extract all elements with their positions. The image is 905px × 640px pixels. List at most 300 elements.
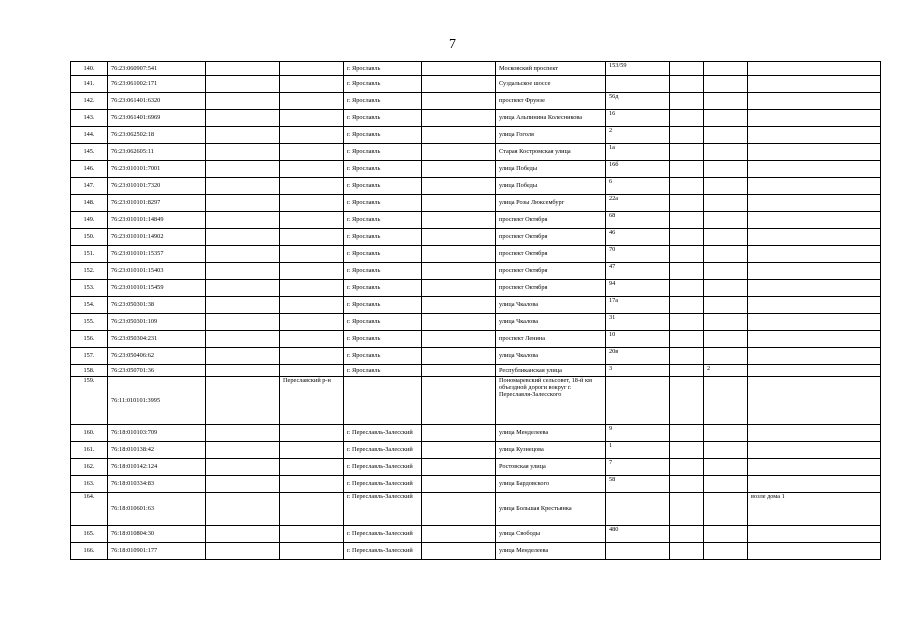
settlement-cell: г. Ярославль bbox=[344, 246, 422, 263]
street-cell: улица Менделеева bbox=[496, 425, 606, 442]
empty-cell bbox=[422, 476, 496, 493]
location-note-cell bbox=[748, 127, 881, 144]
house-number-cell: 480 bbox=[606, 526, 670, 543]
building-cell bbox=[704, 442, 748, 459]
settlement-cell: г. Переславль-Залесский bbox=[344, 442, 422, 459]
empty-cell bbox=[422, 212, 496, 229]
street-cell: улица Большая Крестьянка bbox=[496, 493, 606, 526]
house-number-cell: 16 bbox=[606, 110, 670, 127]
house-number-cell bbox=[606, 543, 670, 560]
location-note-cell bbox=[748, 178, 881, 195]
empty-cell bbox=[670, 365, 704, 377]
empty-cell bbox=[670, 195, 704, 212]
table-row bbox=[71, 178, 881, 195]
settlement-cell: г. Переславль-Залесский bbox=[344, 425, 422, 442]
row-number-cell: 162. bbox=[71, 459, 108, 476]
district-cell bbox=[280, 195, 344, 212]
empty-cell bbox=[422, 110, 496, 127]
house-number-cell: 94 bbox=[606, 280, 670, 297]
district-cell bbox=[280, 365, 344, 377]
house-number-cell bbox=[606, 76, 670, 93]
district-cell bbox=[280, 144, 344, 161]
street-cell: улица Кузнецова bbox=[496, 442, 606, 459]
empty-cell bbox=[422, 348, 496, 365]
street-cell: улица Гоголя bbox=[496, 127, 606, 144]
house-number-cell bbox=[606, 493, 670, 526]
location-note-cell bbox=[748, 377, 881, 425]
row-number-cell: 159. bbox=[71, 377, 108, 425]
empty-cell bbox=[206, 365, 280, 377]
street-cell: улица Чкалова bbox=[496, 297, 606, 314]
row-number-cell: 153. bbox=[71, 280, 108, 297]
cadastral-number-cell: 76:11:010101:3995 bbox=[108, 377, 206, 425]
settlement-cell: г. Ярославль bbox=[344, 365, 422, 377]
table-body bbox=[71, 62, 881, 560]
empty-cell bbox=[422, 314, 496, 331]
empty-cell bbox=[422, 127, 496, 144]
empty-cell bbox=[670, 127, 704, 144]
empty-cell bbox=[670, 62, 704, 76]
building-cell bbox=[704, 127, 748, 144]
building-cell bbox=[704, 331, 748, 348]
building-cell bbox=[704, 280, 748, 297]
cadastral-number-cell: 76:23:061401:6969 bbox=[108, 110, 206, 127]
empty-cell bbox=[670, 425, 704, 442]
house-number-cell: 31 bbox=[606, 314, 670, 331]
settlement-cell bbox=[344, 377, 422, 425]
table-row bbox=[71, 526, 881, 543]
house-number-cell: 20в bbox=[606, 348, 670, 365]
cadastral-number-cell: 76:23:050701:36 bbox=[108, 365, 206, 377]
cadastral-number-cell: 76:23:010101:15403 bbox=[108, 263, 206, 280]
district-cell bbox=[280, 178, 344, 195]
table-row bbox=[71, 543, 881, 560]
street-cell: улица Победы bbox=[496, 178, 606, 195]
empty-cell bbox=[422, 161, 496, 178]
empty-cell bbox=[206, 297, 280, 314]
building-cell: 2 bbox=[704, 365, 748, 377]
row-number-cell: 157. bbox=[71, 348, 108, 365]
house-number-cell: 22а bbox=[606, 195, 670, 212]
building-cell bbox=[704, 425, 748, 442]
row-number-cell: 151. bbox=[71, 246, 108, 263]
settlement-cell: г. Ярославль bbox=[344, 331, 422, 348]
table-row bbox=[71, 195, 881, 212]
row-number-cell: 160. bbox=[71, 425, 108, 442]
row-number-cell: 166. bbox=[71, 543, 108, 560]
district-cell bbox=[280, 442, 344, 459]
empty-cell bbox=[206, 280, 280, 297]
house-number-cell: 16б bbox=[606, 161, 670, 178]
empty-cell bbox=[422, 246, 496, 263]
cadastral-number-cell: 76:18:010138:42 bbox=[108, 442, 206, 459]
building-cell bbox=[704, 110, 748, 127]
row-number-cell: 156. bbox=[71, 331, 108, 348]
house-number-cell: 3 bbox=[606, 365, 670, 377]
empty-cell bbox=[670, 76, 704, 93]
building-cell bbox=[704, 493, 748, 526]
empty-cell bbox=[670, 459, 704, 476]
district-cell bbox=[280, 543, 344, 560]
table-row bbox=[71, 476, 881, 493]
cadastral-number-cell: 76:23:050406:62 bbox=[108, 348, 206, 365]
district-cell bbox=[280, 263, 344, 280]
row-number-cell: 147. bbox=[71, 178, 108, 195]
empty-cell bbox=[206, 195, 280, 212]
house-number-cell: 70 bbox=[606, 246, 670, 263]
empty-cell bbox=[670, 543, 704, 560]
empty-cell bbox=[206, 476, 280, 493]
location-note-cell bbox=[748, 144, 881, 161]
location-note-cell bbox=[748, 195, 881, 212]
empty-cell bbox=[670, 526, 704, 543]
district-cell bbox=[280, 161, 344, 178]
empty-cell bbox=[422, 526, 496, 543]
building-cell bbox=[704, 377, 748, 425]
empty-cell bbox=[422, 76, 496, 93]
street-cell: Пономаревский сельсовет, 18-й км объездной дороги вокруг г. Переславля-Залесского bbox=[496, 377, 606, 425]
table-row bbox=[71, 144, 881, 161]
cadastral-number-cell: 76:18:010142:124 bbox=[108, 459, 206, 476]
street-cell: Старая Костромская улица bbox=[496, 144, 606, 161]
house-number-cell: 6 bbox=[606, 178, 670, 195]
table-row bbox=[71, 425, 881, 442]
house-number-cell: 9 bbox=[606, 425, 670, 442]
table-row bbox=[71, 377, 881, 425]
building-cell bbox=[704, 314, 748, 331]
table-row bbox=[71, 127, 881, 144]
empty-cell bbox=[670, 161, 704, 178]
building-cell bbox=[704, 178, 748, 195]
house-number-cell: 2 bbox=[606, 127, 670, 144]
empty-cell bbox=[206, 62, 280, 76]
location-note-cell bbox=[748, 365, 881, 377]
cadastral-number-cell: 76:23:062605:11 bbox=[108, 144, 206, 161]
settlement-cell: г. Ярославль bbox=[344, 110, 422, 127]
district-cell bbox=[280, 526, 344, 543]
row-number-cell: 140. bbox=[71, 62, 108, 76]
property-registry-table bbox=[70, 61, 881, 560]
district-cell bbox=[280, 297, 344, 314]
row-number-cell: 146. bbox=[71, 161, 108, 178]
settlement-cell: г. Переславль-Залесский bbox=[344, 459, 422, 476]
row-number-cell: 143. bbox=[71, 110, 108, 127]
cadastral-number-cell: 76:23:061401:6320 bbox=[108, 93, 206, 110]
street-cell: Ростовская улица bbox=[496, 459, 606, 476]
settlement-cell: г. Ярославль bbox=[344, 348, 422, 365]
row-number-cell: 165. bbox=[71, 526, 108, 543]
house-number-cell: 1 bbox=[606, 442, 670, 459]
settlement-cell: г. Ярославль bbox=[344, 263, 422, 280]
empty-cell bbox=[670, 493, 704, 526]
empty-cell bbox=[670, 93, 704, 110]
district-cell bbox=[280, 476, 344, 493]
settlement-cell: г. Ярославль bbox=[344, 161, 422, 178]
table-row bbox=[71, 365, 881, 377]
district-cell bbox=[280, 246, 344, 263]
empty-cell bbox=[422, 263, 496, 280]
location-note-cell bbox=[748, 110, 881, 127]
cadastral-number-cell: 76:23:010101:15459 bbox=[108, 280, 206, 297]
district-cell bbox=[280, 212, 344, 229]
building-cell bbox=[704, 543, 748, 560]
empty-cell bbox=[670, 377, 704, 425]
row-number-cell: 148. bbox=[71, 195, 108, 212]
empty-cell bbox=[206, 331, 280, 348]
empty-cell bbox=[670, 348, 704, 365]
building-cell bbox=[704, 526, 748, 543]
street-cell: улица Розы Люксембург bbox=[496, 195, 606, 212]
house-number-cell: 46 bbox=[606, 229, 670, 246]
table-row bbox=[71, 229, 881, 246]
district-cell bbox=[280, 348, 344, 365]
building-cell bbox=[704, 263, 748, 280]
empty-cell bbox=[206, 459, 280, 476]
district-cell bbox=[280, 110, 344, 127]
empty-cell bbox=[206, 543, 280, 560]
settlement-cell: г. Ярославль bbox=[344, 297, 422, 314]
row-number-cell: 158. bbox=[71, 365, 108, 377]
row-number-cell: 164. bbox=[71, 493, 108, 526]
table-row bbox=[71, 459, 881, 476]
district-cell bbox=[280, 331, 344, 348]
table-row bbox=[71, 76, 881, 93]
location-note-cell bbox=[748, 526, 881, 543]
house-number-cell: 58 bbox=[606, 476, 670, 493]
cadastral-number-cell: 76:18:010334:83 bbox=[108, 476, 206, 493]
settlement-cell: г. Ярославль bbox=[344, 229, 422, 246]
location-note-cell bbox=[748, 425, 881, 442]
table-row bbox=[71, 62, 881, 76]
empty-cell bbox=[422, 442, 496, 459]
empty-cell bbox=[670, 263, 704, 280]
street-cell: проспект Октября bbox=[496, 246, 606, 263]
row-number-cell: 161. bbox=[71, 442, 108, 459]
street-cell: улица Чкалова bbox=[496, 348, 606, 365]
cadastral-number-cell: 76:23:010101:14849 bbox=[108, 212, 206, 229]
empty-cell bbox=[670, 246, 704, 263]
table-row bbox=[71, 161, 881, 178]
location-note-cell bbox=[748, 543, 881, 560]
empty-cell bbox=[422, 280, 496, 297]
building-cell bbox=[704, 76, 748, 93]
cadastral-number-cell: 76:23:062502:18 bbox=[108, 127, 206, 144]
location-note-cell bbox=[748, 476, 881, 493]
empty-cell bbox=[422, 297, 496, 314]
cadastral-number-cell: 76:18:010103:709 bbox=[108, 425, 206, 442]
row-number-cell: 155. bbox=[71, 314, 108, 331]
cadastral-number-cell: 76:23:010101:8297 bbox=[108, 195, 206, 212]
street-cell: улица Чкалова bbox=[496, 314, 606, 331]
district-cell bbox=[280, 93, 344, 110]
table-row bbox=[71, 348, 881, 365]
row-number-cell: 150. bbox=[71, 229, 108, 246]
empty-cell bbox=[670, 110, 704, 127]
house-number-cell: 17а bbox=[606, 297, 670, 314]
district-cell bbox=[280, 493, 344, 526]
building-cell bbox=[704, 62, 748, 76]
building-cell bbox=[704, 476, 748, 493]
cadastral-number-cell: 76:23:061002:171 bbox=[108, 76, 206, 93]
empty-cell bbox=[206, 76, 280, 93]
empty-cell bbox=[422, 365, 496, 377]
street-cell: улица Менделеева bbox=[496, 543, 606, 560]
location-note-cell bbox=[748, 62, 881, 76]
street-cell: проспект Октября bbox=[496, 263, 606, 280]
empty-cell bbox=[206, 377, 280, 425]
empty-cell bbox=[670, 280, 704, 297]
row-number-cell: 152. bbox=[71, 263, 108, 280]
empty-cell bbox=[206, 229, 280, 246]
street-cell: проспект Ленина bbox=[496, 331, 606, 348]
location-note-cell bbox=[748, 76, 881, 93]
house-number-cell bbox=[606, 377, 670, 425]
street-cell: проспект Октября bbox=[496, 280, 606, 297]
row-number-cell: 154. bbox=[71, 297, 108, 314]
empty-cell bbox=[422, 178, 496, 195]
empty-cell bbox=[670, 144, 704, 161]
district-cell bbox=[280, 459, 344, 476]
building-cell bbox=[704, 144, 748, 161]
district-cell bbox=[280, 314, 344, 331]
page-number: 7 bbox=[449, 37, 456, 52]
table-row bbox=[71, 263, 881, 280]
cadastral-number-cell: 76:18:010601:63 bbox=[108, 493, 206, 526]
street-cell: улица Победы bbox=[496, 161, 606, 178]
empty-cell bbox=[206, 526, 280, 543]
settlement-cell: г. Переславль-Залесский bbox=[344, 493, 422, 526]
location-note-cell bbox=[748, 93, 881, 110]
empty-cell bbox=[206, 263, 280, 280]
house-number-cell: 7 bbox=[606, 459, 670, 476]
table-row bbox=[71, 331, 881, 348]
empty-cell bbox=[206, 425, 280, 442]
location-note-cell bbox=[748, 212, 881, 229]
location-note-cell bbox=[748, 263, 881, 280]
empty-cell bbox=[206, 178, 280, 195]
cadastral-number-cell: 76:23:050304:231 bbox=[108, 331, 206, 348]
cadastral-number-cell: 76:23:050301:109 bbox=[108, 314, 206, 331]
district-cell bbox=[280, 127, 344, 144]
building-cell bbox=[704, 246, 748, 263]
building-cell bbox=[704, 297, 748, 314]
empty-cell bbox=[206, 110, 280, 127]
street-cell: проспект Октября bbox=[496, 212, 606, 229]
location-note-cell bbox=[748, 331, 881, 348]
house-number-cell: 10 bbox=[606, 331, 670, 348]
district-cell bbox=[280, 76, 344, 93]
building-cell bbox=[704, 93, 748, 110]
empty-cell bbox=[670, 476, 704, 493]
house-number-cell: 1а bbox=[606, 144, 670, 161]
settlement-cell: г. Ярославль bbox=[344, 62, 422, 76]
empty-cell bbox=[206, 93, 280, 110]
row-number-cell: 144. bbox=[71, 127, 108, 144]
house-number-cell: 153/59 bbox=[606, 62, 670, 76]
location-note-cell bbox=[748, 229, 881, 246]
empty-cell bbox=[422, 543, 496, 560]
empty-cell bbox=[206, 314, 280, 331]
district-cell bbox=[280, 280, 344, 297]
empty-cell bbox=[206, 161, 280, 178]
location-note-cell bbox=[748, 297, 881, 314]
location-note-cell bbox=[748, 348, 881, 365]
settlement-cell: г. Ярославль bbox=[344, 178, 422, 195]
street-cell: Московский проспект bbox=[496, 62, 606, 76]
location-note-cell bbox=[748, 314, 881, 331]
building-cell bbox=[704, 212, 748, 229]
cadastral-number-cell: 76:23:010101:14902 bbox=[108, 229, 206, 246]
cadastral-number-cell: 76:23:050301:38 bbox=[108, 297, 206, 314]
empty-cell bbox=[206, 246, 280, 263]
settlement-cell: г. Ярославль bbox=[344, 212, 422, 229]
house-number-cell: 56д bbox=[606, 93, 670, 110]
settlement-cell: г. Переславль-Залесский bbox=[344, 476, 422, 493]
district-cell bbox=[280, 229, 344, 246]
empty-cell bbox=[670, 314, 704, 331]
street-cell: улица Бардовского bbox=[496, 476, 606, 493]
cadastral-number-cell: 76:23:010101:7001 bbox=[108, 161, 206, 178]
building-cell bbox=[704, 195, 748, 212]
empty-cell bbox=[422, 425, 496, 442]
empty-cell bbox=[670, 442, 704, 459]
settlement-cell: г. Ярославль bbox=[344, 195, 422, 212]
empty-cell bbox=[670, 229, 704, 246]
empty-cell bbox=[422, 195, 496, 212]
settlement-cell: г. Ярославль bbox=[344, 76, 422, 93]
settlement-cell: г. Ярославль bbox=[344, 314, 422, 331]
district-cell bbox=[280, 62, 344, 76]
table-row bbox=[71, 314, 881, 331]
location-note-cell bbox=[748, 246, 881, 263]
building-cell bbox=[704, 459, 748, 476]
empty-cell bbox=[206, 144, 280, 161]
location-note-cell bbox=[748, 280, 881, 297]
empty-cell bbox=[206, 442, 280, 459]
location-note-cell: возле дома 1 bbox=[748, 493, 881, 526]
table-row bbox=[71, 280, 881, 297]
cadastral-number-cell: 76:18:010804:30 bbox=[108, 526, 206, 543]
settlement-cell: г. Переславль-Залесский bbox=[344, 543, 422, 560]
location-note-cell bbox=[748, 161, 881, 178]
cadastral-number-cell: 76:23:060907:541 bbox=[108, 62, 206, 76]
building-cell bbox=[704, 348, 748, 365]
empty-cell bbox=[422, 493, 496, 526]
empty-cell bbox=[206, 348, 280, 365]
empty-cell bbox=[422, 93, 496, 110]
cadastral-number-cell: 76:18:010901:177 bbox=[108, 543, 206, 560]
location-note-cell bbox=[748, 442, 881, 459]
building-cell bbox=[704, 229, 748, 246]
empty-cell bbox=[206, 127, 280, 144]
row-number-cell: 163. bbox=[71, 476, 108, 493]
row-number-cell: 142. bbox=[71, 93, 108, 110]
table-row bbox=[71, 442, 881, 459]
table-row bbox=[71, 297, 881, 314]
empty-cell bbox=[206, 212, 280, 229]
empty-cell bbox=[206, 493, 280, 526]
empty-cell bbox=[670, 331, 704, 348]
house-number-cell: 68 bbox=[606, 212, 670, 229]
empty-cell bbox=[422, 144, 496, 161]
settlement-cell: г. Ярославль bbox=[344, 127, 422, 144]
street-cell: Суздальское шоссе bbox=[496, 76, 606, 93]
empty-cell bbox=[422, 377, 496, 425]
settlement-cell: г. Переславль-Залесский bbox=[344, 526, 422, 543]
empty-cell bbox=[670, 178, 704, 195]
table-row bbox=[71, 110, 881, 127]
empty-cell bbox=[422, 331, 496, 348]
